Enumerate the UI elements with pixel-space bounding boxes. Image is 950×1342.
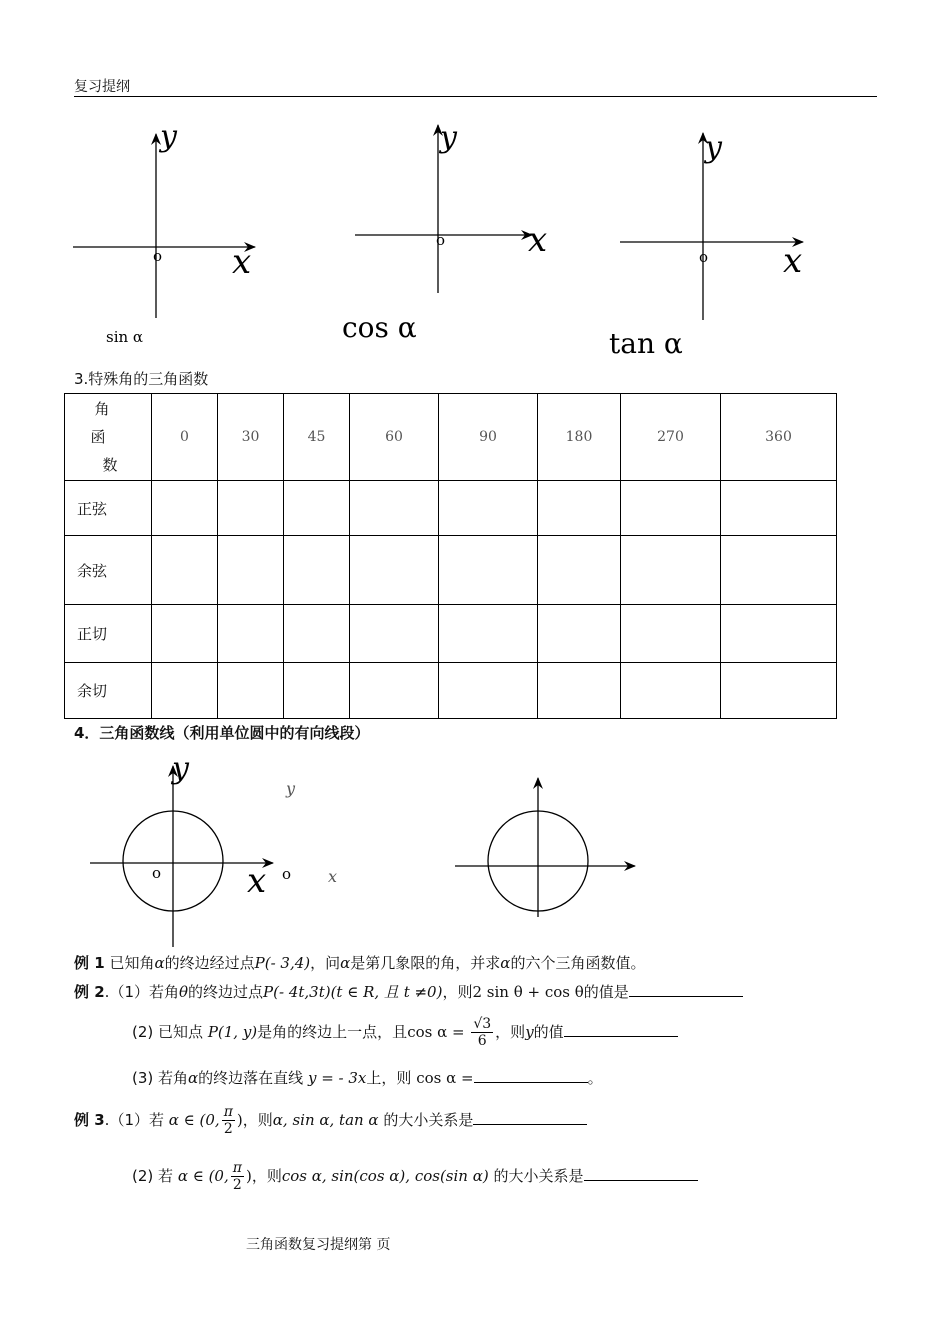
cos-label: cos α [342,311,417,344]
answer-blank[interactable] [474,1068,588,1083]
header-rule [74,96,877,97]
example-2-part-2: (2) 已知点 P(1, y)是角的终边上一点，且cos α = $\frac{√3}{6}$ ，则y的值 [132,1016,678,1049]
angle-cell: 360 [721,394,837,481]
sin-label: sin α [106,328,144,346]
y-axis-label: y [705,130,722,165]
unit-circle-right [445,772,645,922]
table-header-row [65,394,837,481]
section4-title: 4．三角函数线（利用单位圆中的有向线段） [74,724,370,742]
answer-blank[interactable] [564,1022,678,1037]
x-axis-label: x [783,241,803,281]
row-label-tangent: 正切 [65,605,152,663]
x-axis-label: x [528,220,548,260]
origin-label: o [153,247,163,265]
example-2-part-1: 例 2.（1）若角θ的终边过点P(- 4t,3t)(t ∈ R, 且 t ≠0)，则2 sin θ + cos θ的值是 [74,981,743,1002]
unit-circle-left [80,752,370,952]
y-axis-label: y [172,752,189,786]
fraction: $\frac{\pi}{2}$ [232,1160,242,1193]
angle-cell: 270 [621,394,721,481]
tan-axes-graph [605,125,835,365]
row-label-cotangent: 余切 [65,663,152,719]
row-label-cosine: 余弦 [65,536,152,605]
answer-blank[interactable] [629,982,743,997]
y-axis-label: y [440,120,457,155]
table-row [65,605,837,663]
page-header: 复习提纲 [74,79,130,95]
page-footer: 三角函数复习提纲第 页 [246,1237,391,1253]
angle-cell: 60 [350,394,439,481]
angle-cell: 30 [218,394,284,481]
section3-title: 3.特殊角的三角函数 [74,370,209,388]
special-angles-table [64,393,837,719]
x-axis-label: x [232,242,252,282]
y-axis-label: y [160,120,177,154]
example-1: 例 1 已知角α的终边经过点P(- 3,4)，问α是第几象限的角，并求α的六个三角函数值。 [74,954,646,972]
angle-cell: 90 [439,394,538,481]
row-label-sine: 正弦 [65,481,152,536]
angle-cell: 0 [152,394,218,481]
x-axis-label: x [247,861,267,901]
angle-cell: 45 [284,394,350,481]
stray-x-label: x [328,867,338,886]
tan-label: tan α [609,327,683,360]
stray-origin-label: o [282,865,292,883]
table-row [65,481,837,536]
sin-axes-graph [60,120,280,350]
table-row [65,536,837,605]
table-row [65,663,837,719]
table-corner-cell: 角 函 数 [65,394,152,481]
example-2-part-3: (3) 若角α的终边落在直线 y = - 3x上，则 cos α = 。 [132,1069,603,1087]
answer-blank[interactable] [473,1110,587,1125]
origin-label: o [436,231,446,249]
angle-cell: 180 [538,394,621,481]
origin-label: o [152,864,162,882]
answer-blank[interactable] [584,1166,698,1181]
example-3-part-2: (2) 若 α ∈ (0, $\frac{\pi}{2}$ )，则cos α, sin(cos α), cos(sin α) 的大小关系是 [132,1160,698,1193]
cos-axes-graph [340,115,570,355]
fraction: $\frac{\pi}{2}$ [223,1104,233,1137]
stray-y-label: y [286,779,296,798]
fraction: $\frac{√3}{6}$ [473,1016,492,1049]
origin-label: o [699,248,709,266]
example-3-part-1: 例 3.（1）若 α ∈ (0, $\frac{\pi}{2}$ )，则α, sin α, tan α 的大小关系是 [74,1104,587,1137]
